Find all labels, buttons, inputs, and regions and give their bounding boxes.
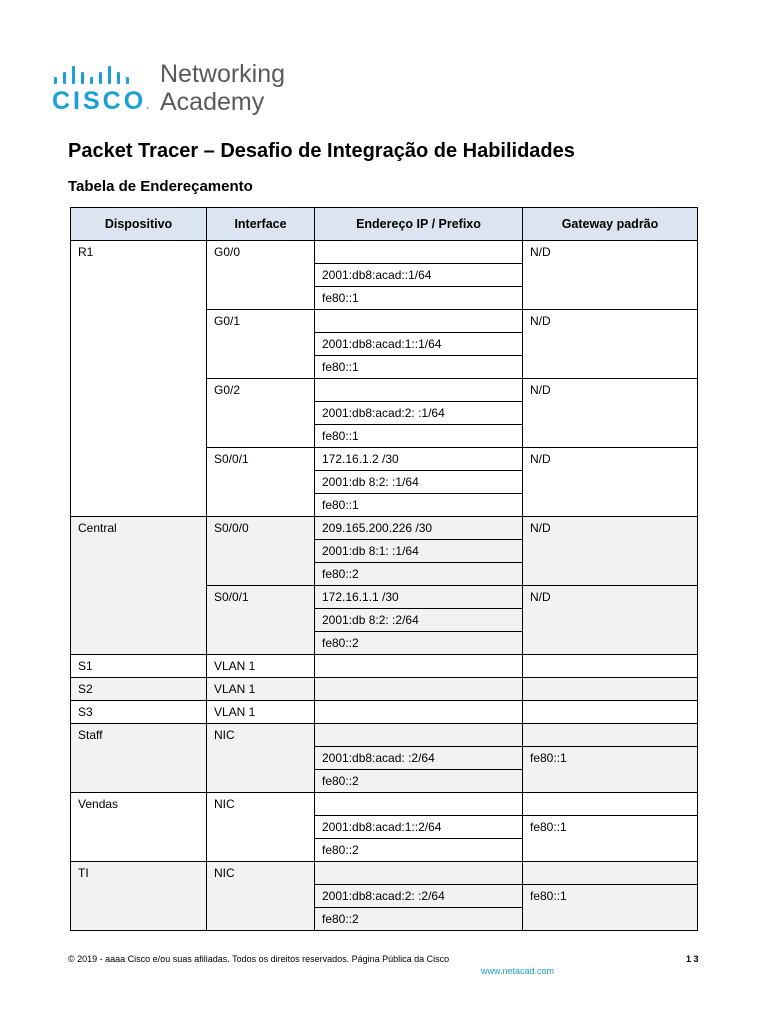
- gateway-cell: N/D: [523, 379, 698, 448]
- table-row: [71, 678, 698, 701]
- gateway-cell-empty: [523, 862, 698, 885]
- cisco-networking-academy-logo: CISCO. Networking Academy: [52, 60, 286, 116]
- address-cell: fe80::2: [315, 908, 523, 931]
- address-cell: fe80::2: [315, 632, 523, 655]
- interface-cell: NIC: [207, 793, 315, 862]
- address-cell: [315, 655, 523, 678]
- table-row: [71, 862, 698, 885]
- address-cell: 2001:db 8:2: :2/64: [315, 609, 523, 632]
- address-cell: 2001:db8:acad: :2/64: [315, 747, 523, 770]
- address-cell: fe80::1: [315, 425, 523, 448]
- address-cell: fe80::1: [315, 494, 523, 517]
- footer-netacad-link[interactable]: www.netacad.com: [481, 966, 555, 976]
- interface-cell: G0/0: [207, 241, 315, 310]
- address-cell: 2001:db8:acad:2: :1/64: [315, 402, 523, 425]
- address-cell: 2001:db8:acad:1::2/64: [315, 816, 523, 839]
- page-number: 1 3: [686, 954, 699, 964]
- cisco-bars-icon: [52, 64, 152, 84]
- gateway-cell: fe80::1: [523, 885, 698, 931]
- device-cell: Central: [71, 517, 207, 655]
- device-group-s2: [71, 678, 698, 701]
- address-cell: fe80::1: [315, 287, 523, 310]
- interface-cell: VLAN 1: [207, 701, 315, 724]
- table-row: [71, 701, 698, 724]
- address-cell: [315, 862, 523, 885]
- device-cell: Staff: [71, 724, 207, 793]
- address-cell: 2001:db 8:1: :1/64: [315, 540, 523, 563]
- addressing-table: [70, 207, 698, 931]
- device-cell: S2: [71, 678, 207, 701]
- address-cell: 209.165.200.226 /30: [315, 517, 523, 540]
- table-row: [71, 517, 698, 540]
- interface-cell: G0/2: [207, 379, 315, 448]
- interface-cell: NIC: [207, 862, 315, 931]
- device-cell: S3: [71, 701, 207, 724]
- section-title: Tabela de Endereçamento: [68, 178, 253, 195]
- device-group-central: [71, 517, 698, 655]
- table-header-row: [71, 208, 698, 241]
- device-group-ti: [71, 862, 698, 931]
- gateway-cell: fe80::1: [523, 747, 698, 793]
- interface-cell: S0/0/0: [207, 517, 315, 586]
- address-cell: [315, 310, 523, 333]
- header-gateway: Gateway padrão: [523, 208, 698, 241]
- address-cell: 2001:db8:acad:2: :2/64: [315, 885, 523, 908]
- logo-networking: Networking: [160, 60, 286, 88]
- footer-copyright: © 2019 - aaaa Cisco e/ou suas afiliadas. Todos os direitos reservados. Página Pública da Cisco: [68, 954, 450, 964]
- device-cell: S1: [71, 655, 207, 678]
- gateway-cell: N/D: [523, 586, 698, 655]
- address-cell: 2001:db8:acad:1::1/64: [315, 333, 523, 356]
- table-row: [71, 241, 698, 264]
- device-cell: R1: [71, 241, 207, 517]
- interface-cell: G0/1: [207, 310, 315, 379]
- gateway-cell: [523, 701, 698, 724]
- address-cell: 172.16.1.1 /30: [315, 586, 523, 609]
- interface-cell: VLAN 1: [207, 678, 315, 701]
- interface-cell: VLAN 1: [207, 655, 315, 678]
- address-cell: fe80::2: [315, 563, 523, 586]
- address-cell: [315, 379, 523, 402]
- gateway-cell: [523, 655, 698, 678]
- cisco-wordmark: CISCO: [52, 87, 147, 115]
- gateway-cell-empty: [523, 724, 698, 747]
- gateway-cell: N/D: [523, 310, 698, 379]
- logo-academy: Academy: [160, 88, 265, 116]
- gateway-cell: N/D: [523, 241, 698, 310]
- interface-cell: S0/0/1: [207, 586, 315, 655]
- interface-cell: NIC: [207, 724, 315, 793]
- header-interface: Interface: [207, 208, 315, 241]
- device-group-r1: [71, 241, 698, 517]
- gateway-cell: N/D: [523, 448, 698, 517]
- table-row: [71, 724, 698, 747]
- gateway-cell: fe80::1: [523, 816, 698, 862]
- device-group-switches: [71, 655, 698, 678]
- device-cell: Vendas: [71, 793, 207, 862]
- device-group-staff: [71, 724, 698, 793]
- address-cell: [315, 701, 523, 724]
- device-group-s3: [71, 701, 698, 724]
- header-device: Dispositivo: [71, 208, 207, 241]
- document-title: Packet Tracer – Desafio de Integração de Habilidades: [68, 140, 575, 162]
- gateway-cell: [523, 678, 698, 701]
- gateway-cell: N/D: [523, 517, 698, 586]
- address-cell: fe80::2: [315, 770, 523, 793]
- address-cell: 2001:db8:acad::1/64: [315, 264, 523, 287]
- device-group-vendas: [71, 793, 698, 862]
- table-row: [71, 655, 698, 678]
- gateway-cell-empty: [523, 793, 698, 816]
- address-cell: [315, 793, 523, 816]
- address-cell: [315, 678, 523, 701]
- device-cell: TI: [71, 862, 207, 931]
- address-cell: 2001:db 8:2: :1/64: [315, 471, 523, 494]
- table-row: [71, 793, 698, 816]
- header-ip-prefix: Endereço IP / Prefixo: [315, 208, 523, 241]
- address-cell: [315, 241, 523, 264]
- address-cell: 172.16.1.2 /30: [315, 448, 523, 471]
- address-cell: fe80::1: [315, 356, 523, 379]
- address-cell: [315, 724, 523, 747]
- interface-cell: S0/0/1: [207, 448, 315, 517]
- address-cell: fe80::2: [315, 839, 523, 862]
